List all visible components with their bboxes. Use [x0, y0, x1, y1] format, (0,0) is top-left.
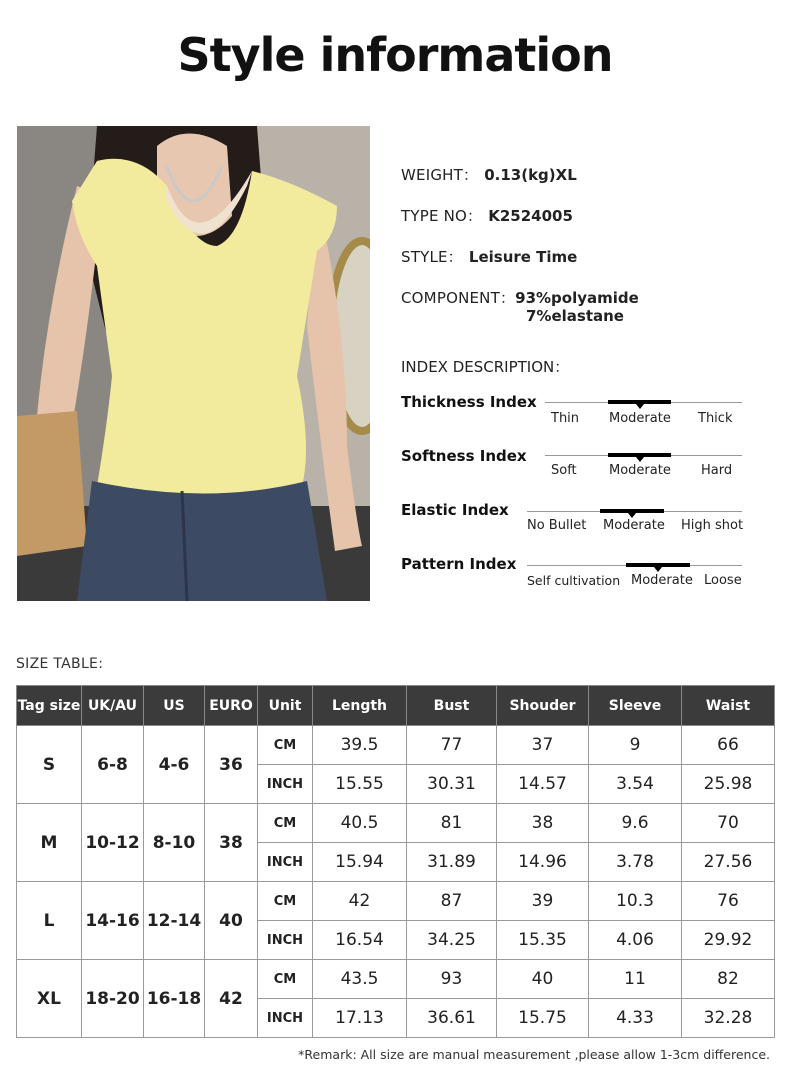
unit-cell: CM — [258, 882, 313, 921]
weight-value: 0.13(kg)XL — [484, 166, 577, 184]
header-euro: EURO — [205, 686, 258, 726]
table-header-row — [17, 686, 775, 726]
value-cell: 4.06 — [589, 921, 682, 960]
value-cell: 15.35 — [497, 921, 589, 960]
value-cell: 3.78 — [589, 843, 682, 882]
type-value: K2524005 — [488, 207, 573, 225]
value-cell: 76 — [682, 882, 775, 921]
thickness-option-2: Moderate — [609, 411, 671, 426]
elastic-option-2: Moderate — [603, 518, 665, 533]
value-cell: 10.3 — [589, 882, 682, 921]
euro-cell: 38 — [205, 804, 258, 882]
value-cell: 14.96 — [497, 843, 589, 882]
softness-option-3: Hard — [701, 463, 733, 478]
table-row — [17, 726, 775, 765]
value-cell: 82 — [682, 960, 775, 999]
value-cell: 3.54 — [589, 765, 682, 804]
value-cell: 29.92 — [682, 921, 775, 960]
remark-note: *Remark: All size are manual measurement ,please allow 1-3cm difference. — [298, 1047, 770, 1062]
value-cell: 36.61 — [407, 999, 497, 1038]
value-cell: 37 — [497, 726, 589, 765]
euro-cell: 42 — [205, 960, 258, 1038]
header-us: US — [144, 686, 205, 726]
index-description-title: INDEX DESCRIPTION： — [401, 358, 570, 376]
weight-row — [401, 164, 577, 185]
style-label: STYLE： — [401, 248, 463, 266]
size-cell: XL — [17, 960, 82, 1038]
value-cell: 66 — [682, 726, 775, 765]
value-cell: 39 — [497, 882, 589, 921]
value-cell: 9 — [589, 726, 682, 765]
component-value-1: 93%polyamide — [515, 289, 639, 307]
size-table — [16, 685, 775, 1038]
header-bust: Bust — [407, 686, 497, 726]
size-cell: L — [17, 882, 82, 960]
type-label: TYPE NO： — [401, 207, 483, 225]
unit-cell: INCH — [258, 921, 313, 960]
value-cell: 93 — [407, 960, 497, 999]
size-cell: S — [17, 726, 82, 804]
value-cell: 32.28 — [682, 999, 775, 1038]
uk-cell: 6-8 — [82, 726, 144, 804]
size-cell: M — [17, 804, 82, 882]
pattern-option-3: Loose — [704, 573, 742, 588]
thickness-option-3: Thick — [698, 411, 733, 426]
unit-cell: INCH — [258, 999, 313, 1038]
pattern-option-1: Self cultivation — [527, 573, 621, 588]
unit-cell: CM — [258, 960, 313, 999]
style-value: Leisure Time — [468, 248, 578, 266]
header-waist: Waist — [682, 686, 775, 726]
euro-cell: 40 — [205, 882, 258, 960]
value-cell: 31.89 — [407, 843, 497, 882]
value-cell: 34.25 — [407, 921, 497, 960]
component-label: COMPONENT： — [401, 289, 516, 307]
value-cell: 40.5 — [313, 804, 407, 843]
uk-cell: 18-20 — [82, 960, 144, 1038]
component-value-2: 7%elastane — [526, 307, 624, 325]
header-length: Length — [313, 686, 407, 726]
component-row — [401, 287, 639, 308]
value-cell: 27.56 — [682, 843, 775, 882]
elastic-option-3: High shot — [681, 518, 744, 533]
value-cell: 38 — [497, 804, 589, 843]
size-table-title: SIZE TABLE: — [16, 656, 104, 672]
euro-cell: 36 — [205, 726, 258, 804]
value-cell: 16.54 — [313, 921, 407, 960]
product-photo — [17, 126, 370, 601]
pattern-index-label: Pattern Index — [401, 555, 517, 573]
value-cell: 15.75 — [497, 999, 589, 1038]
unit-cell: INCH — [258, 843, 313, 882]
value-cell: 17.13 — [313, 999, 407, 1038]
value-cell: 25.98 — [682, 765, 775, 804]
header-shoulder: Shouder — [497, 686, 589, 726]
table-row — [17, 804, 775, 843]
pattern-option-2: Moderate — [631, 573, 693, 588]
unit-cell: CM — [258, 726, 313, 765]
value-cell: 81 — [407, 804, 497, 843]
value-cell: 4.33 — [589, 999, 682, 1038]
us-cell: 16-18 — [144, 960, 205, 1038]
table-row — [17, 882, 775, 921]
header-tag-size: Tag size — [17, 686, 82, 726]
value-cell: 43.5 — [313, 960, 407, 999]
value-cell: 40 — [497, 960, 589, 999]
thickness-scale-pointer — [636, 404, 644, 409]
thickness-option-1: Thin — [551, 411, 580, 426]
elastic-index-label: Elastic Index — [401, 501, 509, 519]
value-cell: 15.55 — [313, 765, 407, 804]
softness-option-2: Moderate — [609, 463, 671, 478]
value-cell: 11 — [589, 960, 682, 999]
pattern-scale-pointer — [654, 567, 662, 572]
uk-cell: 10-12 — [82, 804, 144, 882]
value-cell: 30.31 — [407, 765, 497, 804]
uk-cell: 14-16 — [82, 882, 144, 960]
table-row — [17, 960, 775, 999]
weight-label: WEIGHT： — [401, 166, 479, 184]
type-row — [401, 205, 573, 226]
value-cell: 39.5 — [313, 726, 407, 765]
value-cell: 15.94 — [313, 843, 407, 882]
us-cell: 4-6 — [144, 726, 205, 804]
value-cell: 77 — [407, 726, 497, 765]
unit-cell: CM — [258, 804, 313, 843]
value-cell: 14.57 — [497, 765, 589, 804]
value-cell: 87 — [407, 882, 497, 921]
unit-cell: INCH — [258, 765, 313, 804]
page-title: Style information — [177, 28, 613, 82]
style-row — [401, 246, 577, 267]
thickness-index-label: Thickness Index — [401, 393, 537, 411]
value-cell: 9.6 — [589, 804, 682, 843]
value-cell: 42 — [313, 882, 407, 921]
header-unit: Unit — [258, 686, 313, 726]
value-cell: 70 — [682, 804, 775, 843]
us-cell: 8-10 — [144, 804, 205, 882]
softness-option-1: Soft — [551, 463, 577, 478]
softness-scale-pointer — [636, 457, 644, 462]
header-uk-au: UK/AU — [82, 686, 144, 726]
header-sleeve: Sleeve — [589, 686, 682, 726]
elastic-option-1: No Bullet — [527, 518, 587, 533]
component-row-2 — [526, 307, 624, 325]
softness-index-label: Softness Index — [401, 447, 527, 465]
us-cell: 12-14 — [144, 882, 205, 960]
